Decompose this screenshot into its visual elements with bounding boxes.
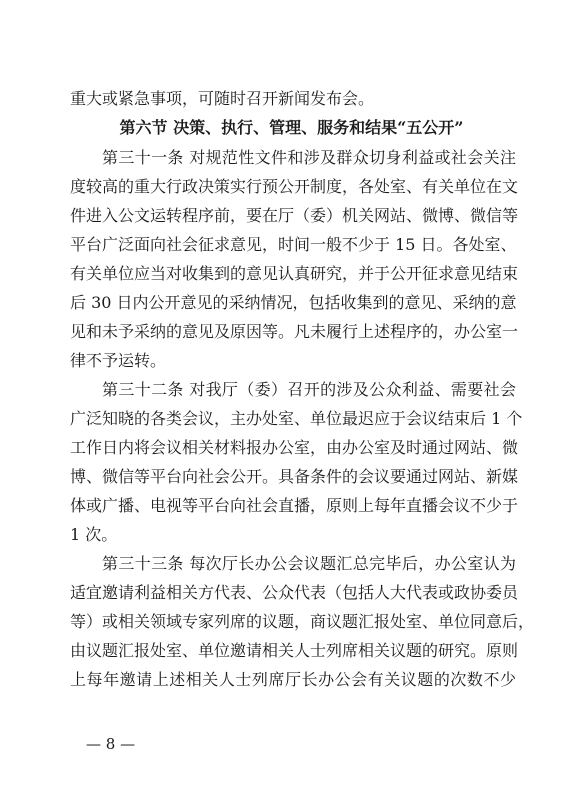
body-text-line: 平台广泛面向社会征求意见，时间一般不少于 15 日。各处室、 bbox=[70, 235, 517, 254]
body-text-line: 博、微信等平台向社会公开。具备条件的会议要通过网站、新媒 bbox=[70, 467, 519, 486]
body-text-line: 第三十二条 对我厅（委）召开的涉及公众利益、需要社会 bbox=[102, 380, 516, 399]
body-text-line: 1 次。 bbox=[70, 525, 118, 544]
body-text-line: 由议题汇报处室、单位邀请相关人士列席相关议题的研究。原则 bbox=[70, 641, 519, 660]
body-text-line: 体或广播、电视等平台向社会直播，原则上每年直播会议不少于 bbox=[70, 496, 519, 515]
body-text-line: 见和未予采纳的意见及原因等。凡未履行上述程序的，办公室一 bbox=[70, 322, 519, 341]
body-text-line: 度较高的重大行政决策实行预公开制度，各处室、有关单位在文 bbox=[70, 177, 519, 196]
body-text-line: 有关单位应当对收集到的意见认真研究，并于公开征求意见结束 bbox=[70, 264, 519, 283]
body-text-line: 适宜邀请利益相关方代表、公众代表（包括人大代表或政协委员 bbox=[70, 583, 519, 602]
section-heading: 第六节 决策、执行、管理、服务和结果“五公开” bbox=[119, 118, 464, 137]
body-text-line: 重大或紧急事项，可随时召开新闻发布会。 bbox=[70, 89, 375, 108]
body-text-line: 等）或相关领域专家列席的议题，商议题汇报处室、单位同意后， bbox=[70, 612, 535, 631]
body-text-line: 第三十三条 每次厅长办公会议题汇总完毕后，办公室认为 bbox=[102, 554, 516, 573]
body-text-line: 律不予运转。 bbox=[70, 351, 167, 370]
body-text-line: 工作日内将会议相关材料报办公室，由办公室及时通过网站、微 bbox=[70, 438, 519, 457]
body-text-line: 件进入公文运转程序前，要在厅（委）机关网站、微博、微信等 bbox=[70, 206, 519, 225]
body-text-line: 广泛知晓的各类会议，主办处室、单位最迟应于会议结束后 1 个 bbox=[70, 409, 523, 428]
body-text-line: 第三十一条 对规范性文件和涉及群众切身利益或社会关注 bbox=[102, 148, 516, 167]
page-number: — 8 — bbox=[86, 735, 136, 753]
body-text-line: 上每年邀请上述相关人士列席厅长办公会有关议题的次数不少 bbox=[70, 670, 516, 689]
body-text-line: 后 30 日内公开意见的采纳情况，包括收集到的意见、采纳的意 bbox=[70, 293, 517, 312]
